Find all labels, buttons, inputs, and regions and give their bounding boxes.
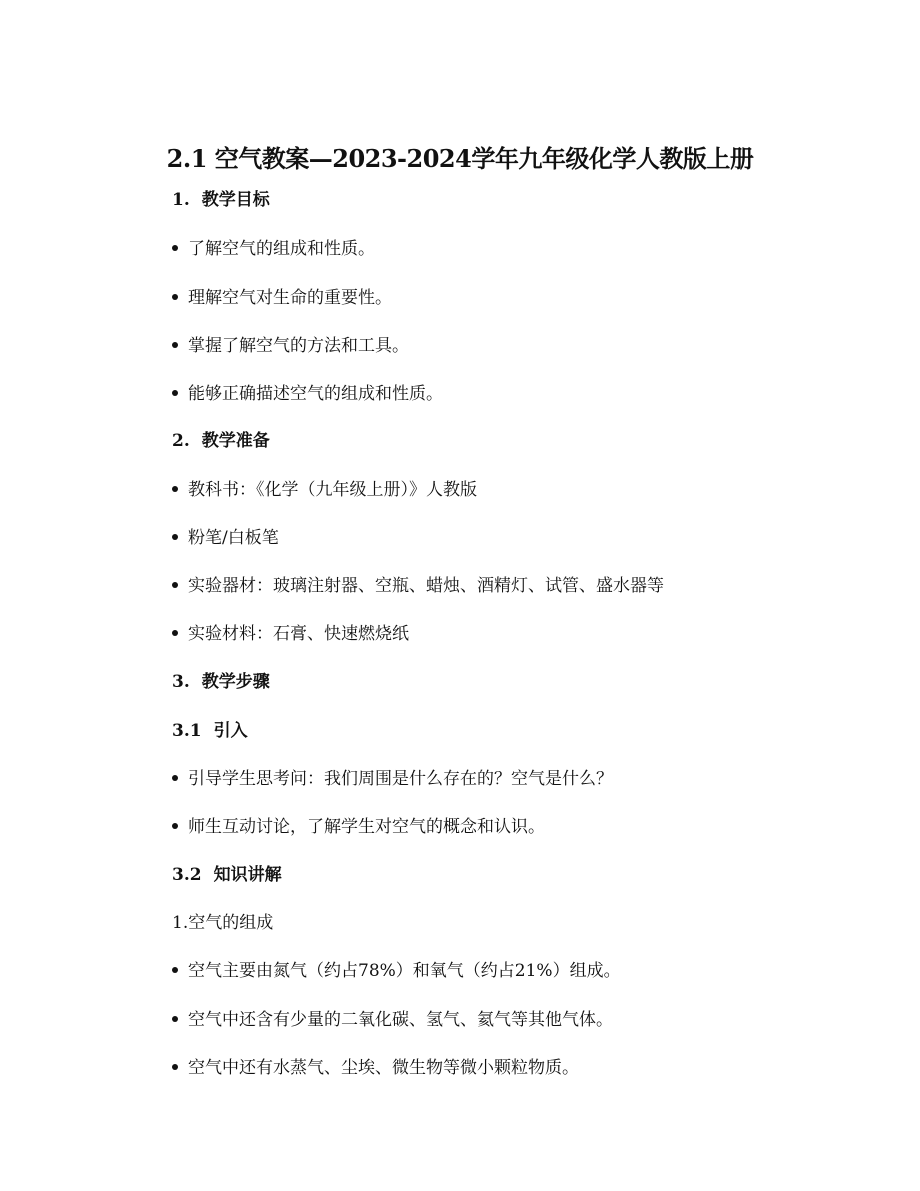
page-title: 2.1 空气教案—2023-2024学年九年级化学人教版上册 — [166, 144, 754, 173]
section-title: 教学准备 — [201, 431, 270, 451]
list-item-text: 空气中还含有少量的二氧化碳、氢气、氦气等其他气体。 — [188, 1010, 613, 1030]
list-item-text: 粉笔/白板笔 — [188, 528, 279, 548]
list-item-text: 实验器材：玻璃注射器、空瓶、蜡烛、酒精灯、试管、盛水器等 — [188, 576, 664, 596]
list-item — [172, 525, 279, 551]
section-heading — [172, 187, 270, 213]
section-heading — [172, 428, 270, 454]
bullet-icon — [172, 1016, 178, 1022]
list-item — [172, 333, 409, 359]
section-number: 2. — [172, 431, 190, 451]
list-item-text: 了解空气的组成和性质。 — [188, 239, 375, 259]
list-item — [172, 1007, 613, 1033]
bullet-icon — [172, 582, 178, 588]
section-number: 3.1 — [172, 721, 202, 741]
section-title: 教学步骤 — [201, 672, 270, 692]
section-number: 3.2 — [172, 865, 202, 885]
bullet-icon — [172, 390, 178, 396]
list-item-text: 师生互动讨论，了解学生对空气的概念和认识。 — [188, 817, 545, 837]
topic-heading: 1.空气的组成 — [172, 913, 274, 933]
list-item — [172, 236, 375, 262]
bullet-icon — [172, 486, 178, 492]
list-item-text: 引导学生思考问：我们周围是什么存在的？空气是什么？ — [188, 769, 613, 789]
bullet-icon — [172, 967, 178, 973]
section-title: 引入 — [213, 721, 248, 741]
subsection-heading — [172, 718, 248, 744]
bullet-icon — [172, 823, 178, 829]
bullet-icon — [172, 294, 178, 300]
list-item — [172, 477, 477, 503]
section-title: 知识讲解 — [213, 865, 282, 885]
list-item-text: 掌握了解空气的方法和工具。 — [188, 336, 409, 356]
section-number: 1. — [172, 190, 190, 210]
list-item — [172, 1055, 579, 1081]
bullet-icon — [172, 245, 178, 251]
list-item — [172, 573, 664, 599]
list-item-text: 能够正确描述空气的组成和性质。 — [188, 384, 443, 404]
bullet-icon — [172, 1064, 178, 1070]
bullet-icon — [172, 630, 178, 636]
list-item-text: 空气主要由氮气（约占78%）和氧气（约占21%）组成。 — [188, 961, 621, 981]
section-number: 3. — [172, 672, 190, 692]
list-item-text: 教科书：《化学（九年级上册）》人教版 — [188, 480, 477, 500]
list-item — [172, 766, 613, 792]
list-item — [172, 814, 545, 840]
list-item-text: 实验材料：石膏、快速燃烧纸 — [188, 624, 409, 644]
list-item-text: 理解空气对生命的重要性。 — [188, 288, 392, 308]
list-item — [172, 381, 443, 407]
bullet-icon — [172, 342, 178, 348]
list-item — [172, 958, 621, 984]
bullet-icon — [172, 775, 178, 781]
subsection-heading — [172, 862, 282, 888]
list-item-text: 空气中还有水蒸气、尘埃、微生物等微小颗粒物质。 — [188, 1058, 579, 1078]
list-item — [172, 285, 392, 311]
section-title: 教学目标 — [201, 190, 270, 210]
section-heading — [172, 669, 270, 695]
list-item — [172, 621, 409, 647]
bullet-icon — [172, 534, 178, 540]
